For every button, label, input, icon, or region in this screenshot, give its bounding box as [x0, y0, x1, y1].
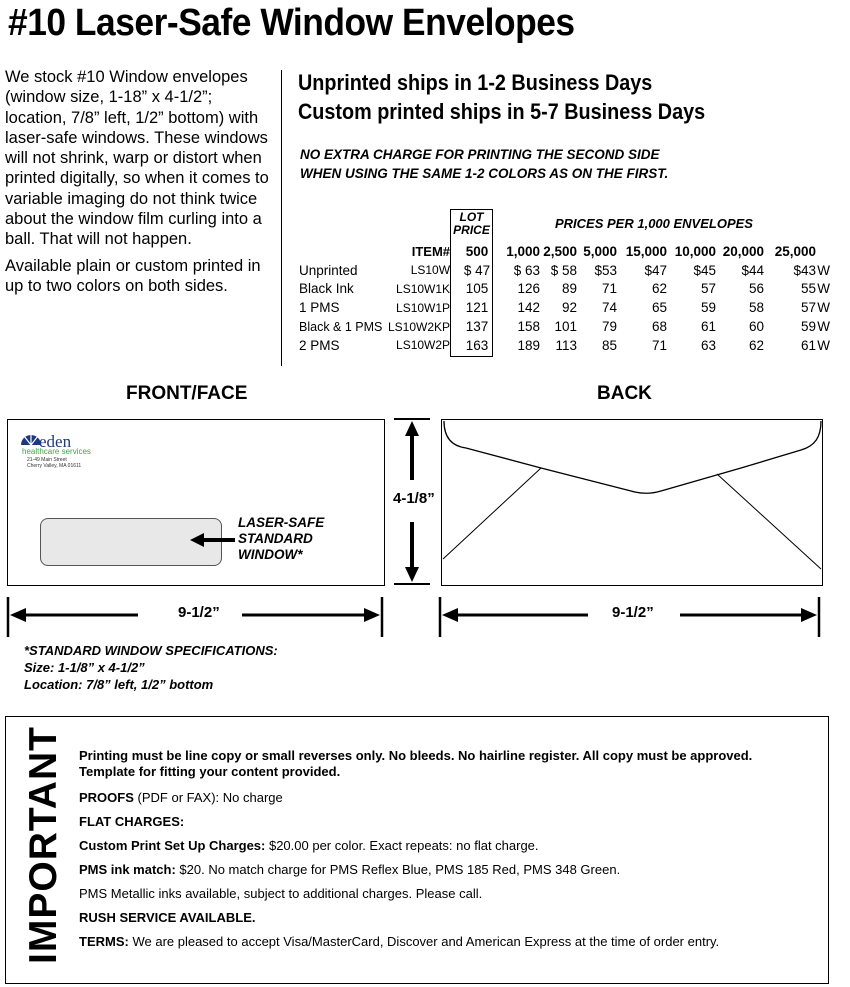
row-price: 71	[652, 337, 668, 353]
row-price: 142	[517, 300, 541, 316]
intro-paragraph-1: We stock #10 Window envelopes (window size, 1-18” x 4-1/2”; location, 7/8” left, 1/2” bottom) with laser-safe windows. These windows will not shrink, warp or distort when printed digitally, so when it comes to variable imaging do not think twice about the window film curling into a ball. That will not happen.	[5, 68, 269, 249]
window-specifications	[24, 642, 278, 693]
window-label-line: LASER-SAFE	[238, 515, 325, 530]
proofs-text: (PDF or FAX): No charge	[133, 790, 283, 805]
table-row	[299, 261, 830, 280]
header-qty-500: 500	[465, 243, 489, 259]
proofs-label: PROOFS	[79, 790, 134, 805]
window-label-line: WINDOW*	[238, 547, 303, 562]
row-lot-price: 163	[465, 337, 489, 353]
row-price: 89	[562, 281, 578, 297]
row-price: 113	[555, 337, 578, 353]
header-qty: 25,000	[774, 243, 817, 259]
header-blank	[816, 242, 830, 261]
header-qty: 5,000	[583, 243, 618, 259]
back-label: BACK	[597, 383, 652, 404]
row-price: 61	[801, 337, 817, 353]
header-item: ITEM#	[411, 243, 451, 259]
header-qty: 20,000	[722, 243, 765, 259]
envelope-flap-icon	[441, 419, 824, 587]
row-lot-price: $ 47	[463, 262, 491, 278]
pms-text: $20. No match charge for PMS Reflex Blue, PMS 185 Red, PMS 348 Green.	[175, 862, 621, 877]
row-price: 56	[749, 281, 765, 297]
row-price: 55	[801, 281, 817, 297]
row-price: $45	[693, 262, 717, 278]
front-face-label: FRONT/FACE	[126, 383, 248, 404]
column-divider	[281, 70, 282, 366]
specs-size: Size: 1-1/8” x 4-1/2”	[24, 660, 145, 675]
row-price: 57	[801, 300, 817, 316]
prices-heading: PRICES PER 1,000 ENVELOPES	[555, 216, 753, 231]
row-name: 2 PMS	[299, 337, 340, 353]
rush-line: RUSH SERVICE AVAILABLE.	[79, 910, 256, 925]
front-width-label: 9-1/2”	[178, 604, 220, 621]
row-price: 92	[562, 300, 578, 316]
logo-subtitle: healthcare services	[22, 447, 91, 456]
row-item: LS10W2P	[396, 338, 451, 353]
row-item: LS10W1P	[396, 300, 451, 315]
row-price: 58	[749, 300, 765, 316]
row-w: W	[817, 281, 831, 297]
header-qty: 15,000	[625, 243, 668, 259]
row-price: 101	[554, 319, 578, 335]
pms-label: PMS ink match:	[79, 862, 176, 877]
row-price: $ 58	[550, 262, 578, 278]
note-line-2: WHEN USING THE SAME 1-2 COLORS AS ON THE FIRST.	[300, 166, 669, 181]
shipping-custom: Custom printed ships in 5-7 Business Days	[298, 99, 706, 124]
row-price: 62	[652, 281, 668, 297]
header-qty: 2,500	[543, 243, 578, 259]
row-name: Unprinted	[299, 262, 358, 278]
window-label-line: STANDARD	[238, 531, 313, 546]
proofs-line	[79, 790, 809, 806]
important-text	[79, 748, 809, 958]
row-price: 60	[749, 319, 765, 335]
rules-line-1: Printing must be line copy or small reverses only. No bleeds. No hairline register. All copy must be approved.	[79, 748, 753, 763]
row-price: 189	[517, 337, 541, 353]
row-name: Black & 1 PMS	[299, 319, 383, 334]
row-price: $ 63	[513, 262, 541, 278]
price-table	[299, 242, 830, 355]
row-price: 68	[652, 319, 668, 335]
header-qty: 10,000	[674, 243, 717, 259]
row-price: 62	[749, 337, 765, 353]
row-name: 1 PMS	[299, 300, 340, 316]
back-width-label: 9-1/2”	[612, 604, 654, 621]
rules-line-2: Template for fitting your content provided.	[79, 764, 341, 779]
row-price: 71	[602, 281, 618, 297]
intro-paragraph-2: Available plain or custom printed in up to two colors on both sides.	[5, 256, 261, 295]
metallic-line: PMS Metallic inks available, subject to additional charges. Please call.	[79, 886, 483, 901]
header-qty: 1,000	[506, 243, 541, 259]
logo-address-line: 21-49 Main Street	[27, 457, 67, 463]
height-label: 4-1/8”	[393, 490, 435, 507]
row-price: $44	[741, 262, 765, 278]
shipping-unprinted: Unprinted ships in 1-2 Business Days	[298, 70, 653, 95]
row-item: LS10W	[410, 263, 451, 278]
logo-address-line: Cherry Valley, MA 01611	[27, 463, 82, 469]
row-price: 158	[517, 319, 541, 335]
second-side-note	[300, 145, 668, 183]
row-w: W	[817, 319, 831, 335]
intro-text	[5, 67, 270, 302]
important-rules	[79, 748, 809, 780]
row-price: 85	[602, 337, 618, 353]
row-price: $43	[793, 262, 817, 278]
row-item: LS10W1K	[396, 281, 451, 296]
row-price: 79	[602, 319, 618, 335]
row-lot-price: 137	[465, 319, 489, 335]
row-w: W	[817, 300, 831, 316]
flat-charges-line: FLAT CHARGES:	[79, 814, 185, 829]
setup-label: Custom Print Set Up Charges:	[79, 838, 266, 853]
logo-name: eden	[39, 432, 72, 451]
row-price: 74	[602, 300, 618, 316]
table-row	[299, 280, 830, 299]
terms-label: TERMS:	[79, 934, 129, 949]
row-lot-price: 121	[465, 300, 489, 316]
note-line-1: NO EXTRA CHARGE FOR PRINTING THE SECOND SIDE	[300, 147, 660, 162]
row-price: 61	[701, 319, 717, 335]
specs-title: *STANDARD WINDOW SPECIFICATIONS:	[24, 643, 278, 658]
row-price: 59	[701, 300, 717, 316]
row-price: $47	[644, 262, 668, 278]
header-blank	[299, 242, 388, 261]
row-price: $53	[594, 262, 618, 278]
window-arrow-icon	[190, 530, 236, 550]
lot-price-heading	[450, 211, 493, 237]
table-row	[299, 336, 830, 355]
logo-address	[27, 457, 81, 469]
lot-label: LOT	[459, 210, 484, 224]
window-label	[238, 515, 324, 563]
important-heading: IMPORTANT	[22, 726, 65, 964]
terms-line	[79, 934, 809, 950]
shipping-info	[298, 68, 705, 126]
row-lot-price: 105	[465, 281, 489, 297]
row-price: 63	[701, 337, 717, 353]
table-row	[299, 298, 830, 317]
row-price: 59	[801, 319, 817, 335]
terms-text: We are pleased to accept Visa/MasterCard, Discover and American Express at the time of order entry.	[128, 934, 720, 949]
specs-location: Location: 7/8” left, 1/2” bottom	[24, 677, 214, 692]
pms-line	[79, 862, 809, 878]
setup-line	[79, 838, 809, 854]
row-price: 65	[652, 300, 668, 316]
row-name: Black Ink	[299, 281, 354, 297]
row-price: 57	[701, 281, 717, 297]
table-row	[299, 317, 830, 336]
row-w: W	[817, 337, 831, 353]
row-item: LS10W2KP	[388, 319, 451, 334]
page-title: #10 Laser-Safe Window Envelopes	[8, 2, 575, 44]
row-price: 126	[517, 281, 541, 297]
row-w: W	[817, 262, 831, 278]
setup-text: $20.00 per color. Exact repeats: no flat charge.	[265, 838, 539, 853]
price-label: PRICE	[453, 223, 490, 237]
table-header-row	[299, 242, 830, 261]
